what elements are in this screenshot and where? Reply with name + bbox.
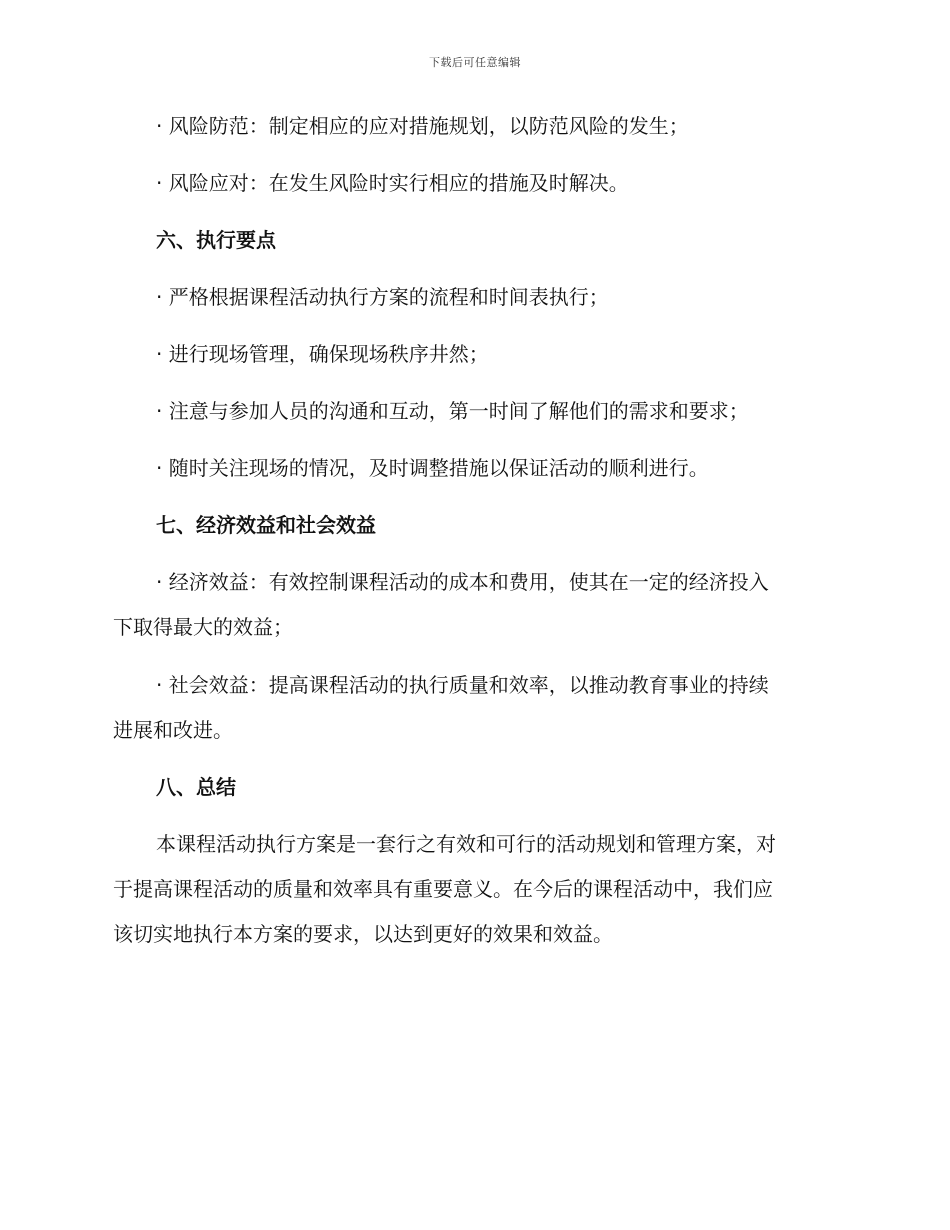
risk-prevention-item: · 风险防范：制定相应的应对措施规划，以防范风险的发生； <box>156 114 689 138</box>
section-8-heading: 八、总结 <box>156 775 236 799</box>
section-6-heading: 六、执行要点 <box>156 228 276 252</box>
document-body <box>113 112 833 949</box>
summary-line-1: 本课程活动执行方案是一套行之有效和可行的活动规划和管理方案，对 <box>156 832 776 856</box>
social-benefit-line-2: 进展和改进。 <box>113 718 233 742</box>
economic-benefit-line-2: 下取得最大的效益； <box>113 615 293 639</box>
page-header: 下载后可任意编辑 <box>429 56 521 69</box>
risk-response-item: · 风险应对：在发生风险时实行相应的措施及时解决。 <box>156 171 629 195</box>
summary-line-3: 该切实地执行本方案的要求，以达到更好的效果和效益。 <box>113 922 613 946</box>
section-6-item-3: · 注意与参加人员的沟通和互动，第一时间了解他们的需求和要求； <box>156 399 749 423</box>
section-6-item-4: · 随时关注现场的情况，及时调整措施以保证活动的顺利进行。 <box>156 456 709 480</box>
section-6-item-2: · 进行现场管理，确保现场秩序井然； <box>156 342 489 366</box>
social-benefit-line-1: · 社会效益：提高课程活动的执行质量和效率，以推动教育事业的持续 <box>156 673 769 697</box>
summary-line-2: 于提高课程活动的质量和效率具有重要意义。在今后的课程活动中，我们应 <box>113 877 773 901</box>
economic-benefit-line-1: · 经济效益：有效控制课程活动的成本和费用，使其在一定的经济投入 <box>156 570 769 594</box>
section-7-heading: 七、经济效益和社会效益 <box>156 513 376 537</box>
section-6-item-1: · 严格根据课程活动执行方案的流程和时间表执行； <box>156 285 609 309</box>
